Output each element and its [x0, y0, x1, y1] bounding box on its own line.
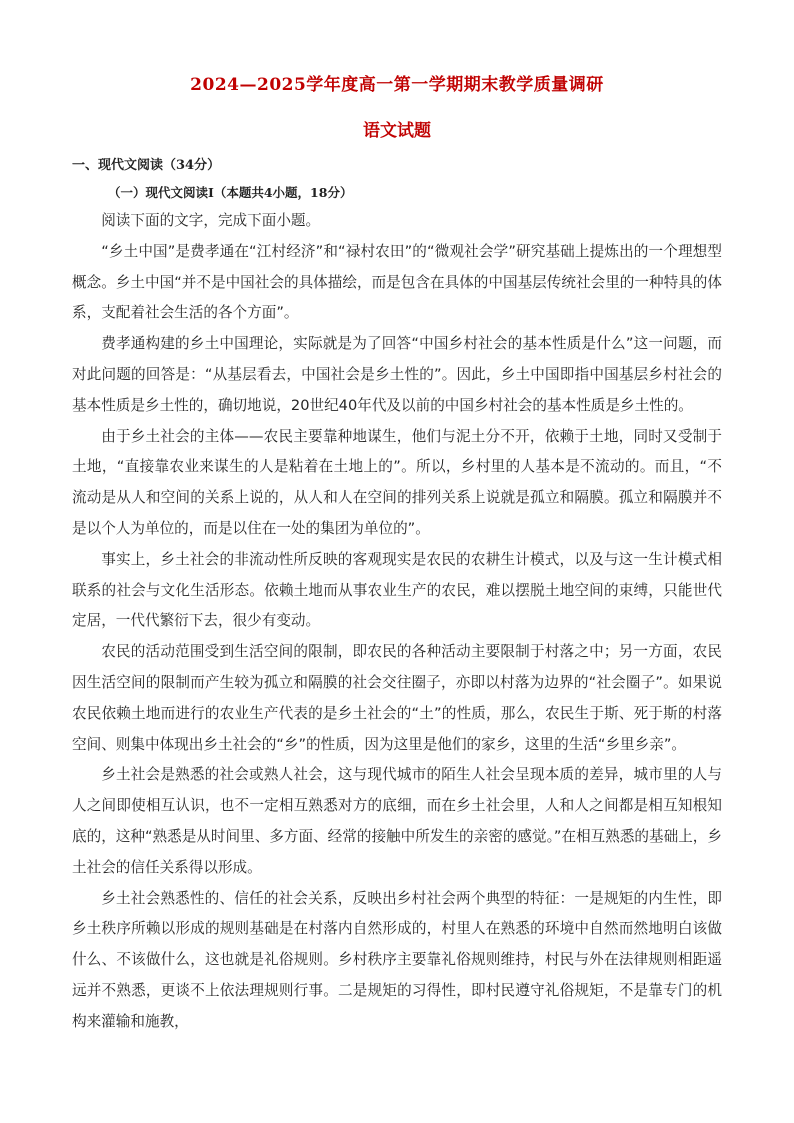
passage-paragraph-5: 农民的活动范围受到生活空间的限制，即农民的各种活动主要限制于村落之中；另一方面，农民因生活空间的限制而产生较为孤立和隔膜的社会交往圈子，亦即以村落为边界的“社会圈子”。如果说农民依赖土地而进行的农业生产代表的是乡土社会的“土”的性质，那么，农民生于斯、死于斯的村落空间、则集中体现出乡土社会的“乡”的性质，因为这里是他们的家乡，这里的生活“乡里乡亲”。	[72, 643, 722, 753]
reading-instruction: 阅读下面的文字，完成下面小题。	[101, 212, 321, 229]
passage-paragraph-4: 事实上，乡土社会的非流动性所反映的客观现实是农民的农耕生计模式，以及与这一生计模式相联系的社会与文化生活形态。依赖土地而从事农业生产的农民，难以摆脱土地空间的束缚，只能世代定居，一代代繁衍下去，很少有变动。	[72, 550, 722, 630]
passage-paragraph-2: 费孝通构建的乡土中国理论，实际就是为了回答“中国乡村社会的基本性质是什么”这一问题，而对此问题的回答是：“从基层看去，中国社会是乡土性的”。因此，乡土中国即指中国基层乡村社会的基本性质是乡土性的，确切地说，20世纪40年代及以前的中国乡村社会的基本性质是乡土性的。	[72, 335, 722, 414]
passage-paragraph-7: 乡土社会熟悉性的、信任的社会关系，反映出乡村社会两个典型的特征：一是规矩的内生性，即乡土秩序所赖以形成的规则基础是在村落内自然形成的，村里人在熟悉的环境中自然而然地明白该做什么、不该做什么，这也就是礼俗规则。乡村秩序主要靠礼俗规则维持，村民与外在法律规则相距遥远并不熟悉，更谈不上依法理规则行事。二是规矩的习得性，即村民遵守礼俗规矩，不是靠专门的机构来灌输和施教，	[72, 889, 722, 1030]
passage-paragraph-6: 乡土社会是熟悉的社会或熟人社会，这与现代城市的陌生人社会呈现本质的差异，城市里的人与人之间即使相互认识，也不一定相互熟悉对方的底细，而在乡土社会里，人和人之间都是相互知根知底的，这种“熟悉是从时间里、多方面、经常的接触中所发生的亲密的感觉。”在相互熟悉的基础上，乡土社会的信任关系得以形成。	[72, 766, 722, 876]
exam-title: 2024—2025学年度高一第一学期期末教学质量调研	[190, 75, 604, 95]
exam-subtitle: 语文试题	[363, 121, 431, 141]
passage-paragraph-3: 由于乡土社会的主体——农民主要靠种地谋生，他们与泥土分不开，依赖于土地，同时又受制于土地，“直接靠农业来谋生的人是粘着在土地上的”。所以，乡村里的人基本是不流动的。而且，“不流动是从人和空间的关系上说的，从人和人在空间的排列关系上说就是孤立和隔膜。孤立和隔膜并不是以个人为单位的，而是以住在一处的集团为单位的”。	[72, 427, 722, 537]
section-heading: 一、现代文阅读（34分）	[72, 158, 221, 173]
subsection-heading: （一）现代文阅读Ⅰ（本题共4小题，18分）	[108, 185, 353, 200]
passage-paragraph-1: “乡土中国”是费孝通在“江村经济”和“禄村农田”的“微观社会学”研究基础上提炼出的一个理想型概念。乡土中国“并不是中国社会的具体描绘，而是包含在具体的中国基层传统社会里的一种特具的体系，支配着社会生活的各个方面”。	[72, 242, 722, 322]
reading-passage	[72, 206, 722, 1038]
